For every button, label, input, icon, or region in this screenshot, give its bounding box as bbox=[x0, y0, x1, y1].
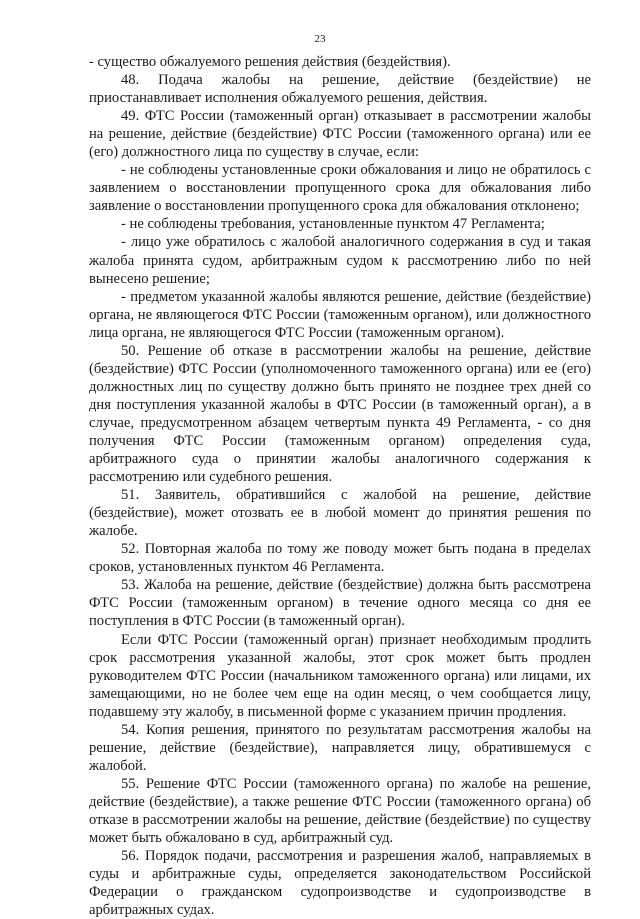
paragraph-53-extension: Если ФТС России (таможенный орган) признает необходимым продлить срок рассмотрения указанной жалобы, этот срок может быть продлен руководителем ФТС России (начальником таможенного органа) или лицами, их замещающими, но не более чем еще на один месяц, о чем сообщается лицу, подавшему эту жалобу, в письменной форме с указанием причин продления. bbox=[89, 631, 591, 720]
paragraph-49-item-subject: - предметом указанной жалобы являются решение, действие (бездействие) органа, не являющегося ФТС России (таможенным органом), или должностного лица органа, не являющегося ФТС России (таможенным органом). bbox=[89, 288, 591, 341]
paragraph-53: 53. Жалоба на решение, действие (бездействие) должна быть рассмотрена ФТС России (таможенным органом) в течение одного месяца со дня ее поступления в ФТС России (в таможенный орган). bbox=[89, 577, 591, 630]
paragraph-55: 55. Решение ФТС России (таможенного органа) по жалобе на решение, действие (бездействие), а также решение ФТС России (таможенного органа) об отказе в рассмотрении жалобы на решение, действие (бездействие) по существу может быть обжаловано в суд, арбитражный суд. bbox=[89, 775, 591, 847]
paragraph-49: 49. ФТС России (таможенный орган) отказывает в рассмотрении жалобы на решение, действие (бездействие) ФТС России (таможенного органа) или ее (его) должностного лица по существу в случае, если: bbox=[89, 108, 591, 161]
paragraph-52: 52. Повторная жалоба по тому же поводу может быть подана в пределах сроков, установленных пунктом 46 Регламента. bbox=[89, 541, 591, 576]
paragraph-appeal-essence: - существо обжалуемого решения действия (бездействия). bbox=[89, 54, 451, 70]
paragraph-56: 56. Порядок подачи, рассмотрения и разрешения жалоб, направляемых в суды и арбитражные суды, определяется законодательством Российской Федерации о гражданском судопроизводстве и судопроизводстве в арбитражных судах. bbox=[89, 848, 591, 919]
paragraph-49-item-deadlines: - не соблюдены установленные сроки обжалования и лицо не обратилось с заявлением о восстановлении пропущенного срока для обжалования либо заявление о восстановлении пропущенного срока для обжалования отклонено; bbox=[89, 162, 591, 215]
paragraph-49-item-court: - лицо уже обратилось с жалобой аналогичного содержания в суд и такая жалоба принята судом, арбитражным судом к рассмотрению либо по ней вынесено решение; bbox=[89, 234, 591, 287]
paragraph-50: 50. Решение об отказе в рассмотрении жалобы на решение, действие (бездействие) ФТС России (уполномоченного таможенного органа) или ее (его) должностных лиц по существу должно быть принято не позднее трех дней со дня поступления указанной жалобы в ФТС России (в таможенный орган), а в случае, предусмотренном абзацем четвертым пункта 49 Регламента, - со дня получения ФТС России (таможенным органом) определения суда, арбитражного суда о принятии жалобы аналогичного содержания к рассмотрению или судебного решения. bbox=[89, 342, 591, 486]
paragraph-48: 48. Подача жалобы на решение, действие (бездействие) не приостанавливает исполнения обжалуемого решения, действия. bbox=[89, 72, 591, 107]
paragraph-49-item-requirements: - не соблюдены требования, установленные пунктом 47 Регламента; bbox=[121, 216, 545, 233]
paragraph-51: 51. Заявитель, обратившийся с жалобой на решение, действие (бездействие), может отозвать ее в любой момент до принятия решения по жалобе. bbox=[89, 487, 591, 540]
document-body bbox=[89, 53, 591, 919]
page-number: 23 bbox=[314, 33, 326, 45]
paragraph-54: 54. Копия решения, принятого по результатам рассмотрения жалобы на решение, действие (бездействие), направляется лицу, обратившемуся с жалобой. bbox=[89, 721, 591, 774]
